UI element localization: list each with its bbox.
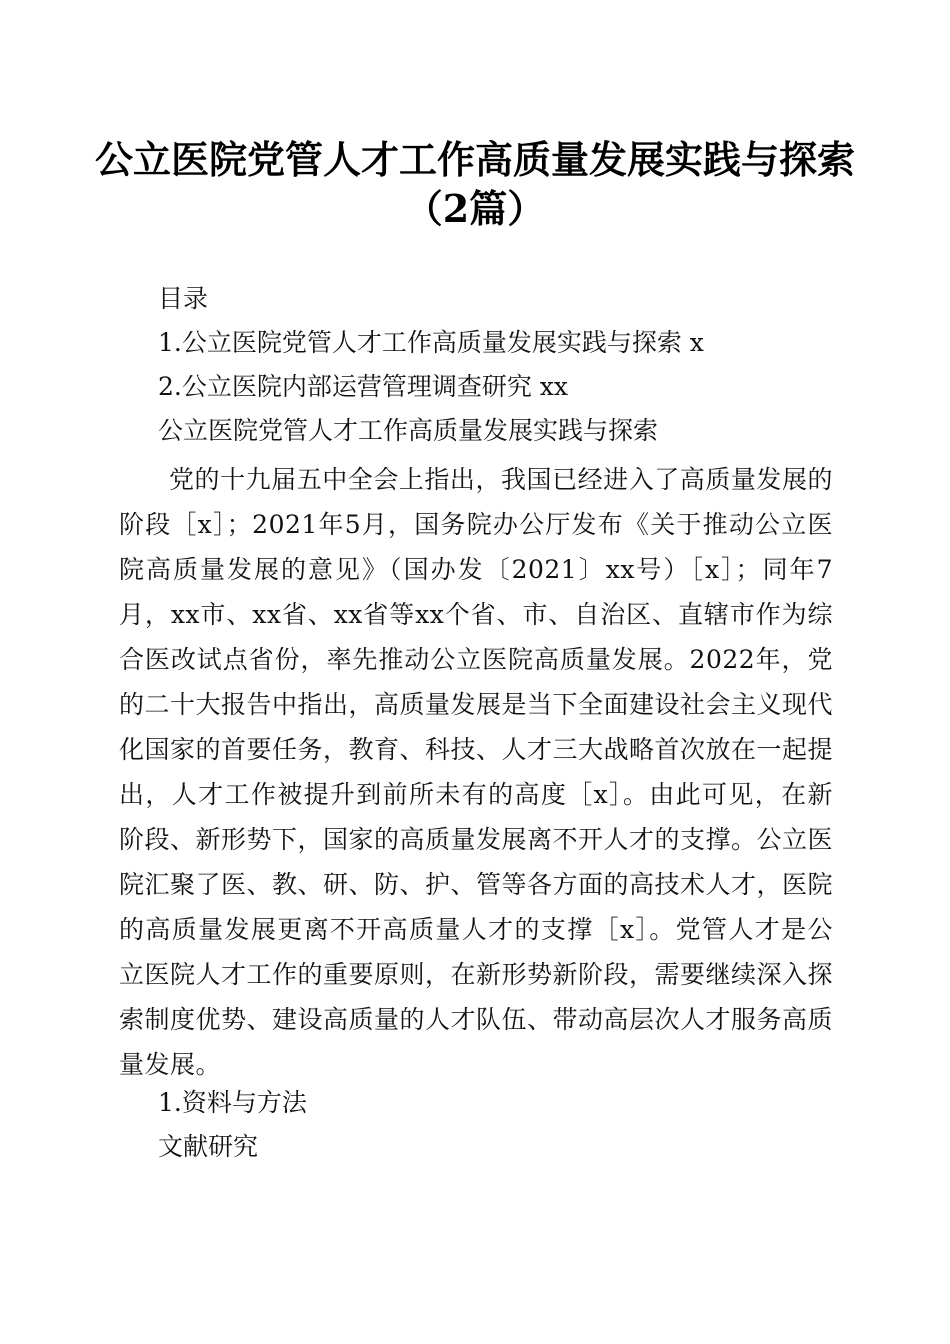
toc-heading: 目录 [158,284,209,313]
toc-item-2: 2.公立医院内部运营管理调查研究 xx [158,372,568,401]
document-title-subtitle: （2篇） [404,186,546,231]
toc-item-1: 1.公立医院党管人才工作高质量发展实践与探索 x [158,328,704,357]
body-paragraph: 党的十九届五中全会上指出，我国已经进入了高质量发展的阶段［x］；2021年5月，国务院办公厅发布《关于推动公立医院高质量发展的意见》（国办发〔2021〕xx号）［x］；同年7月，xx市、xx省、xx省等xx个省、市、自治区、直辖市作为综合医改试点省份，率先推动公立医院高质量发展。2022年，党的二十大报告中指出，高质量发展是当下全面建设社会主义现代化国家的首要任务，教育、科技、人才三大战略首次放在一起提出，人才工作被提升到前所未有的高度［x］。由此可见，在新阶段、新形势下，国家的高质量发展离不开人才的支撑。公立医院汇聚了医、教、研、防、护、管等各方面的高技术人才，医院的高质量发展更离不开高质量人才的支撑［x］。党管人才是公立医院人才工作的重要原则，在新形势新阶段，需要继续深入探索制度优势、建设高质量的人才队伍、带动高层次人才服务高质量发展。 [119,465,834,1079]
subsubsection-heading: 文献研究 [158,1132,259,1161]
subsection-heading: 1.资料与方法 [158,1088,307,1117]
document-title: 公立医院党管人才工作高质量发展实践与探索 [94,137,855,182]
section-title: 公立医院党管人才工作高质量发展实践与探索 [158,416,659,445]
